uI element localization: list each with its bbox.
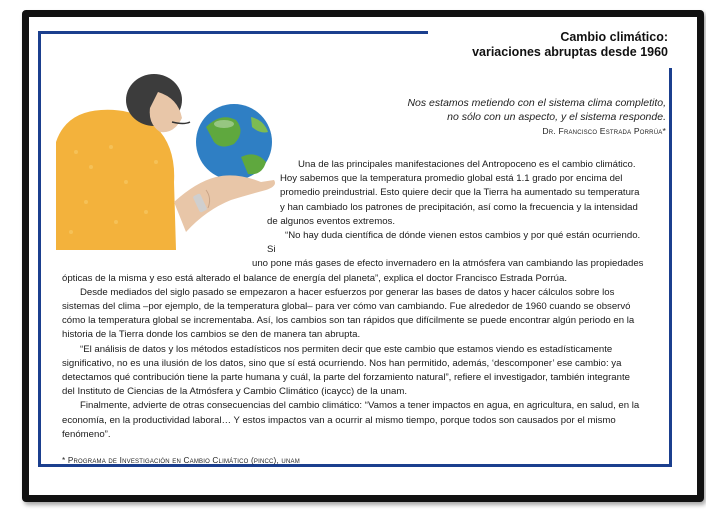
title-line-2: variaciones abruptas desde 1960 [472,45,668,59]
epigraph-author: Dr. Francisco Estrada Porrúa* [542,126,666,136]
blue-rule-top [38,31,428,34]
paragraph-1-line-3: promedio preindustrial. Esto quiere decir que la Tierra ha aumentado su temperatura [280,187,640,199]
paragraph-4: “El análisis de datos y los métodos estadísticos nos permiten decir que este cambio que estamos viendo es estadísticamente significativo, no es una ilusión de los datos, sino que sí está ocurriendo. Nos han permitido, además, ‘descomponer’ ese cambio: ya detectamos qué contribución tiene la parte humana y cuál, la parte del forzamiento natural”, refiere el investigador, también integrante del Instituto de Ciencias de la Atmósfera y Cambio Climático (icaycc) de la unam. [62,343,630,398]
paragraph-2-rest: ópticas de la misma y eso está alterado el balance de energía del planeta”, explica el doctor Francisco Estrada Porrúa. [62,272,568,284]
paragraph-1-line-2: Hoy sabemos que la temperatura promedio global está 1.1 grado por encima del [280,173,623,185]
epigraph [407,96,666,124]
paragraph-2-line-2: uno pone más gases de efecto invernadero en la atmósfera van cambiando las propiedades [252,258,644,270]
footnote: * Programa de Investigación en Cambio Climático (pincc), unam [62,456,300,465]
article-title [472,30,668,60]
paragraph-1-line-5: de algunos eventos extremos. [267,215,395,227]
paragraph-5: Finalmente, advierte de otras consecuencias del cambio climático: “Vamos a tener impactos en agua, en agricultura, en salud, en la economía, en la productividad laboral… Y estos impactos van a ocurrir al mismo tiempo, porque todos son causados por el mismo fenómeno”. [62,400,640,440]
blue-rule-right [669,68,672,467]
article-body [62,158,644,442]
paragraph-3: Desde mediados del siglo pasado se empezaron a hacer esfuerzos por generar las bases de datos y hacer cálculos sobre los sistemas del clima –por ejemplo, de la temperatura global– para ver cómo van cambiando. Fue alrededor de 1960 cuando se observó cómo la temperatura global se incrementaba. Así, los cambios son tan rápidos que difícilmente se puede encontrar algún periodo en la historia de la Tierra donde los cambios se den de manera tan abrupta. [62,286,635,341]
title-line-1: Cambio climático: [560,30,668,44]
epigraph-line-1: Nos estamos metiendo con el sistema clima completito, [407,97,666,109]
paragraph-1-line-1: Una de las principales manifestaciones del Antropoceno es el cambio climático. [298,159,636,170]
paragraph-1-line-4: y han cambiado los patrones de precipitación, así como la frecuencia y la intensidad [280,201,638,213]
blue-rule-left [38,31,41,467]
paragraph-2-line-1: “No hay duda científica de dónde vienen estos cambios y por qué están ocurriendo. Si [267,230,641,256]
epigraph-line-2: no sólo con un aspecto, y el sistema responde. [447,111,666,123]
